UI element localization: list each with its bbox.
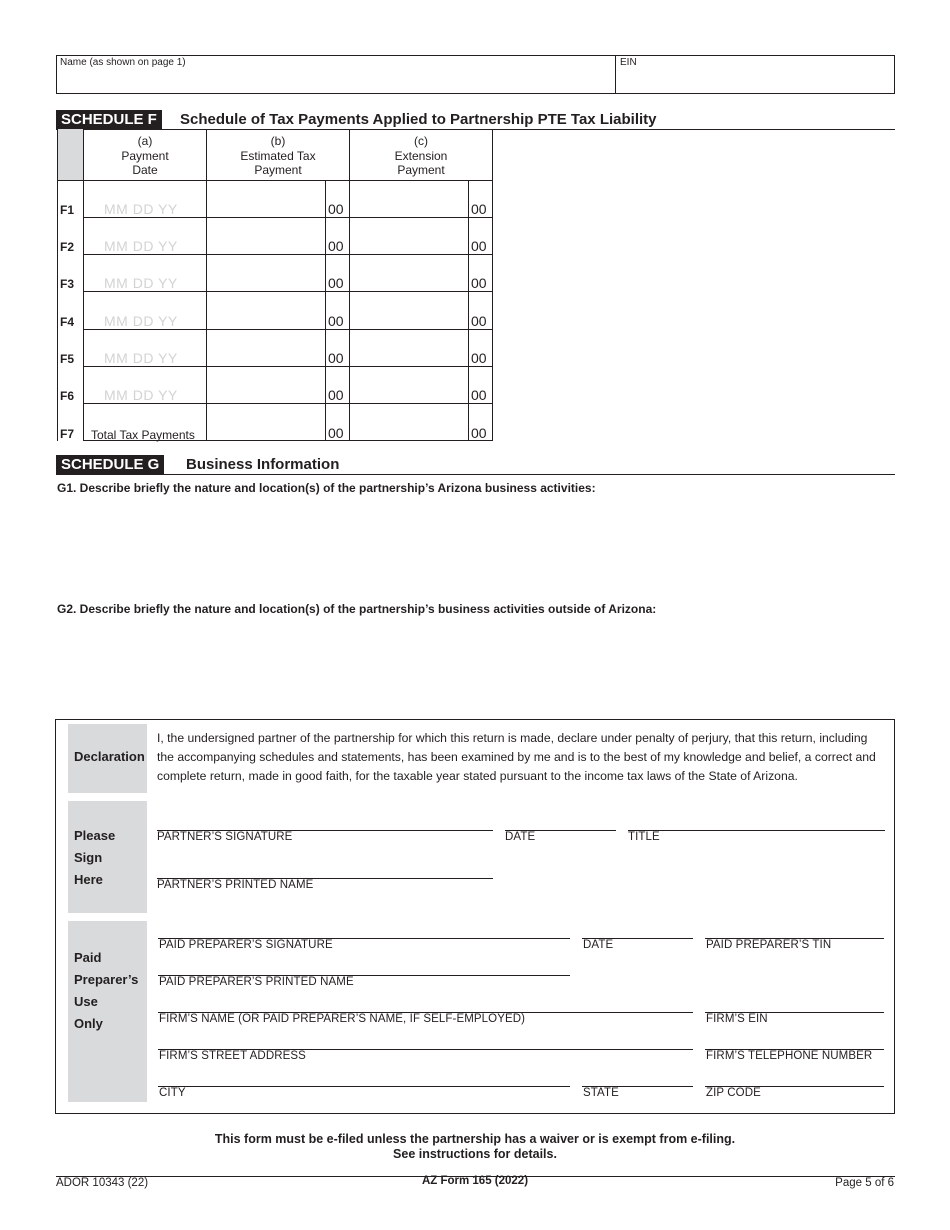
cents-c-f7: 00: [471, 425, 487, 441]
firm-phone-label: FIRM’S TELEPHONE NUMBER: [706, 1050, 873, 1062]
preparer-label-line: Only: [74, 1016, 103, 1031]
preparer-side-label: [68, 921, 147, 1102]
partner-date-label: DATE: [505, 831, 536, 843]
partner-title-line[interactable]: [628, 830, 885, 831]
sign-here-side-label: [68, 801, 147, 913]
cents-b-f1: 00: [328, 201, 344, 217]
line-number-header-cell: [57, 129, 83, 181]
question-g1: G1. Describe briefly the nature and location(s) of the partnership’s Arizona business activities:: [57, 481, 596, 495]
cents-c-f3: 00: [471, 275, 487, 291]
preparer-date-label: DATE: [583, 939, 614, 951]
firm-street-label: FIRM’S STREET ADDRESS: [159, 1050, 306, 1062]
table-border: [83, 217, 493, 218]
preparer-label-line: Use: [74, 994, 98, 1009]
column-b-line: Payment: [254, 163, 302, 177]
city-label: CITY: [159, 1087, 186, 1099]
column-a-line: Date: [132, 163, 158, 177]
cents-c-f4: 00: [471, 313, 487, 329]
preparer-label-line: Paid: [74, 950, 102, 965]
preparer-signature-label: PAID PREPARER’S SIGNATURE: [159, 939, 333, 951]
zip-label: ZIP CODE: [706, 1087, 761, 1099]
declaration-text: I, the undersigned partner of the partnership for which this return is made, declare under penalty of perjury, that this return, including the accompanying schedules and statements, has been examined by me and is to the best of my knowledge and belief, a correct and complete return, made in good faith, for the taxable year stated pursuant to the income tax laws of the State of Arizona.: [157, 731, 876, 783]
schedule-f-title: Schedule of Tax Payments Applied to Partnership PTE Tax Liability: [180, 111, 657, 128]
column-c-letter: (c): [414, 134, 428, 148]
row-label-f1: F1: [60, 203, 75, 217]
g2-answer-area[interactable]: [57, 621, 895, 711]
cents-c-f1: 00: [471, 201, 487, 217]
table-border: [325, 181, 326, 441]
row-label-f2: F2: [60, 240, 75, 254]
partner-signature-label: PARTNER’S SIGNATURE: [157, 831, 293, 843]
schedule-g-tag: SCHEDULE G: [56, 455, 164, 475]
row-label-f4: F4: [60, 315, 75, 329]
table-border: [492, 129, 493, 441]
date-input-f2[interactable]: MM DD YY: [104, 238, 178, 254]
firm-ein-label: FIRM’S EIN: [706, 1013, 768, 1025]
column-b-line: Estimated Tax: [240, 148, 316, 163]
table-border: [57, 180, 493, 181]
signature-box: [55, 719, 895, 1114]
name-field[interactable]: [57, 56, 616, 93]
cents-c-f5: 00: [471, 350, 487, 366]
table-border: [83, 403, 493, 404]
table-border: [83, 254, 493, 255]
cents-b-f5: 00: [328, 350, 344, 366]
efile-notice-line2: See instructions for details.: [393, 1147, 557, 1161]
sign-label-line: Please: [74, 828, 116, 843]
firm-name-label: FIRM’S NAME (OR PAID PREPARER’S NAME, IF SELF-EMPLOYED): [159, 1013, 526, 1025]
footer-page-number: Page 5 of 6: [835, 1177, 894, 1189]
g1-answer-area[interactable]: [57, 500, 895, 590]
cents-b-f2: 00: [328, 238, 344, 254]
cents-b-f7: 00: [328, 425, 344, 441]
table-border: [83, 366, 493, 367]
date-input-f4[interactable]: MM DD YY: [104, 313, 178, 329]
column-c-line: Payment: [397, 163, 445, 177]
table-border: [57, 129, 58, 441]
date-input-f6[interactable]: MM DD YY: [104, 387, 178, 403]
ein-field[interactable]: [617, 56, 894, 93]
city-line[interactable]: [158, 1086, 570, 1087]
row-label-f6: F6: [60, 389, 75, 403]
date-input-f3[interactable]: MM DD YY: [104, 275, 178, 291]
preparer-tin-label: PAID PREPARER’S TIN: [706, 939, 832, 951]
table-border: [83, 291, 493, 292]
cents-c-f6: 00: [471, 387, 487, 403]
sign-label-line: Here: [74, 872, 103, 887]
schedule-f-table: [57, 129, 493, 441]
table-border: [83, 329, 493, 330]
column-c-header: [350, 134, 492, 178]
column-a-header: [84, 134, 206, 178]
cents-b-f3: 00: [328, 275, 344, 291]
footer-form-code: ADOR 10343 (22): [56, 1177, 149, 1189]
ein-label: EIN: [620, 57, 637, 68]
question-g2: G2. Describe briefly the nature and location(s) of the partnership’s business activities outside of Arizona:: [57, 602, 657, 616]
name-label: Name (as shown on page 1): [60, 57, 186, 68]
state-label: STATE: [583, 1087, 619, 1099]
column-a-letter: (a): [137, 134, 153, 148]
column-a-line: Payment: [121, 148, 169, 163]
name-ein-box: [56, 55, 895, 94]
date-input-f1[interactable]: MM DD YY: [104, 201, 178, 217]
declaration-label: Declaration: [74, 749, 145, 764]
cents-b-f6: 00: [328, 387, 344, 403]
preparer-printed-name-label: PAID PREPARER’S PRINTED NAME: [159, 976, 354, 988]
row-label-f3: F3: [60, 277, 75, 291]
efile-notice-line1: This form must be e-filed unless the partnership has a waiver or is exempt from e-filing.: [214, 1132, 736, 1146]
declaration-side-label: [68, 724, 147, 793]
cents-b-f4: 00: [328, 313, 344, 329]
partner-printed-name-label: PARTNER’S PRINTED NAME: [157, 879, 314, 891]
schedule-f-tag: SCHEDULE F: [56, 110, 162, 130]
row-label-f5: F5: [60, 352, 75, 366]
preparer-label-line: Preparer’s: [74, 972, 139, 987]
total-tax-payments-label: Total Tax Payments: [91, 428, 195, 442]
date-input-f5[interactable]: MM DD YY: [104, 350, 178, 366]
column-b-header: [207, 134, 349, 178]
column-b-letter: (b): [270, 134, 286, 148]
cents-c-f2: 00: [471, 238, 487, 254]
column-c-line: Extension: [394, 148, 448, 163]
schedule-g-title: Business Information: [186, 456, 340, 473]
partner-title-label: TITLE: [628, 831, 660, 843]
footer-form-title: AZ Form 165 (2022): [421, 1175, 529, 1187]
sign-label-line: Sign: [74, 850, 103, 865]
schedule-g-rule: [56, 474, 895, 475]
table-border: [468, 181, 469, 441]
row-label-f7: F7: [60, 427, 75, 441]
